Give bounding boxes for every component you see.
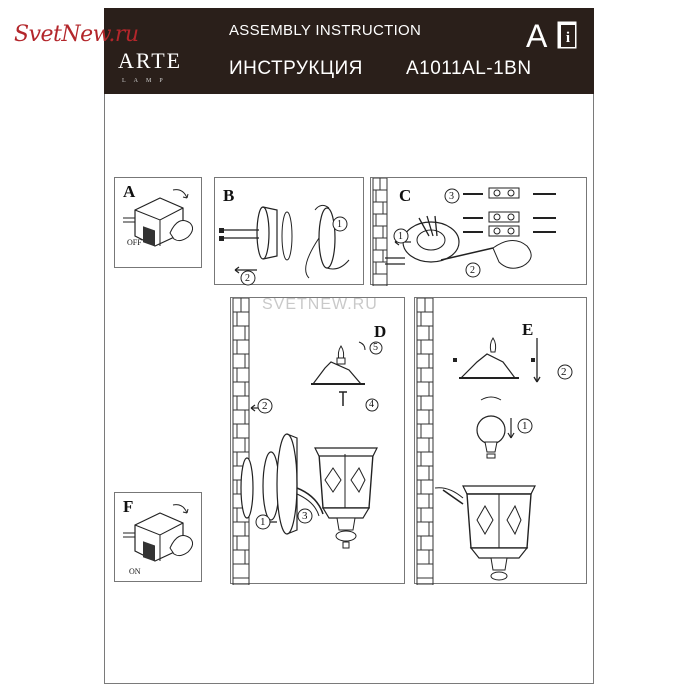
panel-d-step-5: 5 [373,342,378,353]
panel-d [230,297,405,584]
watermark: SVETNEW.RU [262,296,378,313]
book-icon-letter: i [565,30,571,46]
section-letter: A [526,18,548,54]
panel-f-label: F [123,497,134,516]
panel-a-label: A [123,182,136,201]
brand-logo-sub: LAMP [122,78,171,84]
lantern-mounting-drawing [231,298,406,585]
panel-b-step-2: 2 [245,273,250,284]
shop-logo: SvetNew.ru [14,22,139,47]
bracket-mounting-drawing [215,178,365,286]
panel-c [370,177,587,285]
book-info-icon [557,20,579,50]
panel-f [114,492,202,582]
title-russian: ИНСТРУКЦИЯ [229,58,363,79]
title-english: ASSEMBLY INSTRUCTION [229,22,422,39]
panel-d-step-1: 1 [260,516,266,528]
panel-d-step-2: 2 [262,400,268,412]
panel-a [114,177,202,268]
panel-d-step-3: 3 [302,510,308,522]
bulb-install-drawing [415,298,588,585]
panel-c-step-2: 2 [470,265,475,276]
panel-b-label: B [223,186,235,205]
panel-f-state: ON [129,567,141,576]
panel-d-step-4: 4 [369,399,374,410]
panel-d-label: D [374,322,387,341]
panel-c-label: C [399,186,412,205]
panel-e [414,297,587,584]
switch-off-drawing [115,178,203,269]
panel-b-step-1: 1 [337,219,342,230]
panel-a-state: OFF [127,238,142,247]
panel-c-step-3: 3 [449,191,454,202]
panel-e-label: E [522,320,534,339]
panel-b [214,177,364,285]
panel-e-step-2: 2 [561,366,567,378]
panel-c-step-1: 1 [398,231,403,242]
brand-logo: ARTE [118,48,183,73]
model-number: A1011AL-1BN [406,58,532,79]
panel-e-step-1: 1 [522,420,528,432]
wiring-drawing [371,178,588,286]
